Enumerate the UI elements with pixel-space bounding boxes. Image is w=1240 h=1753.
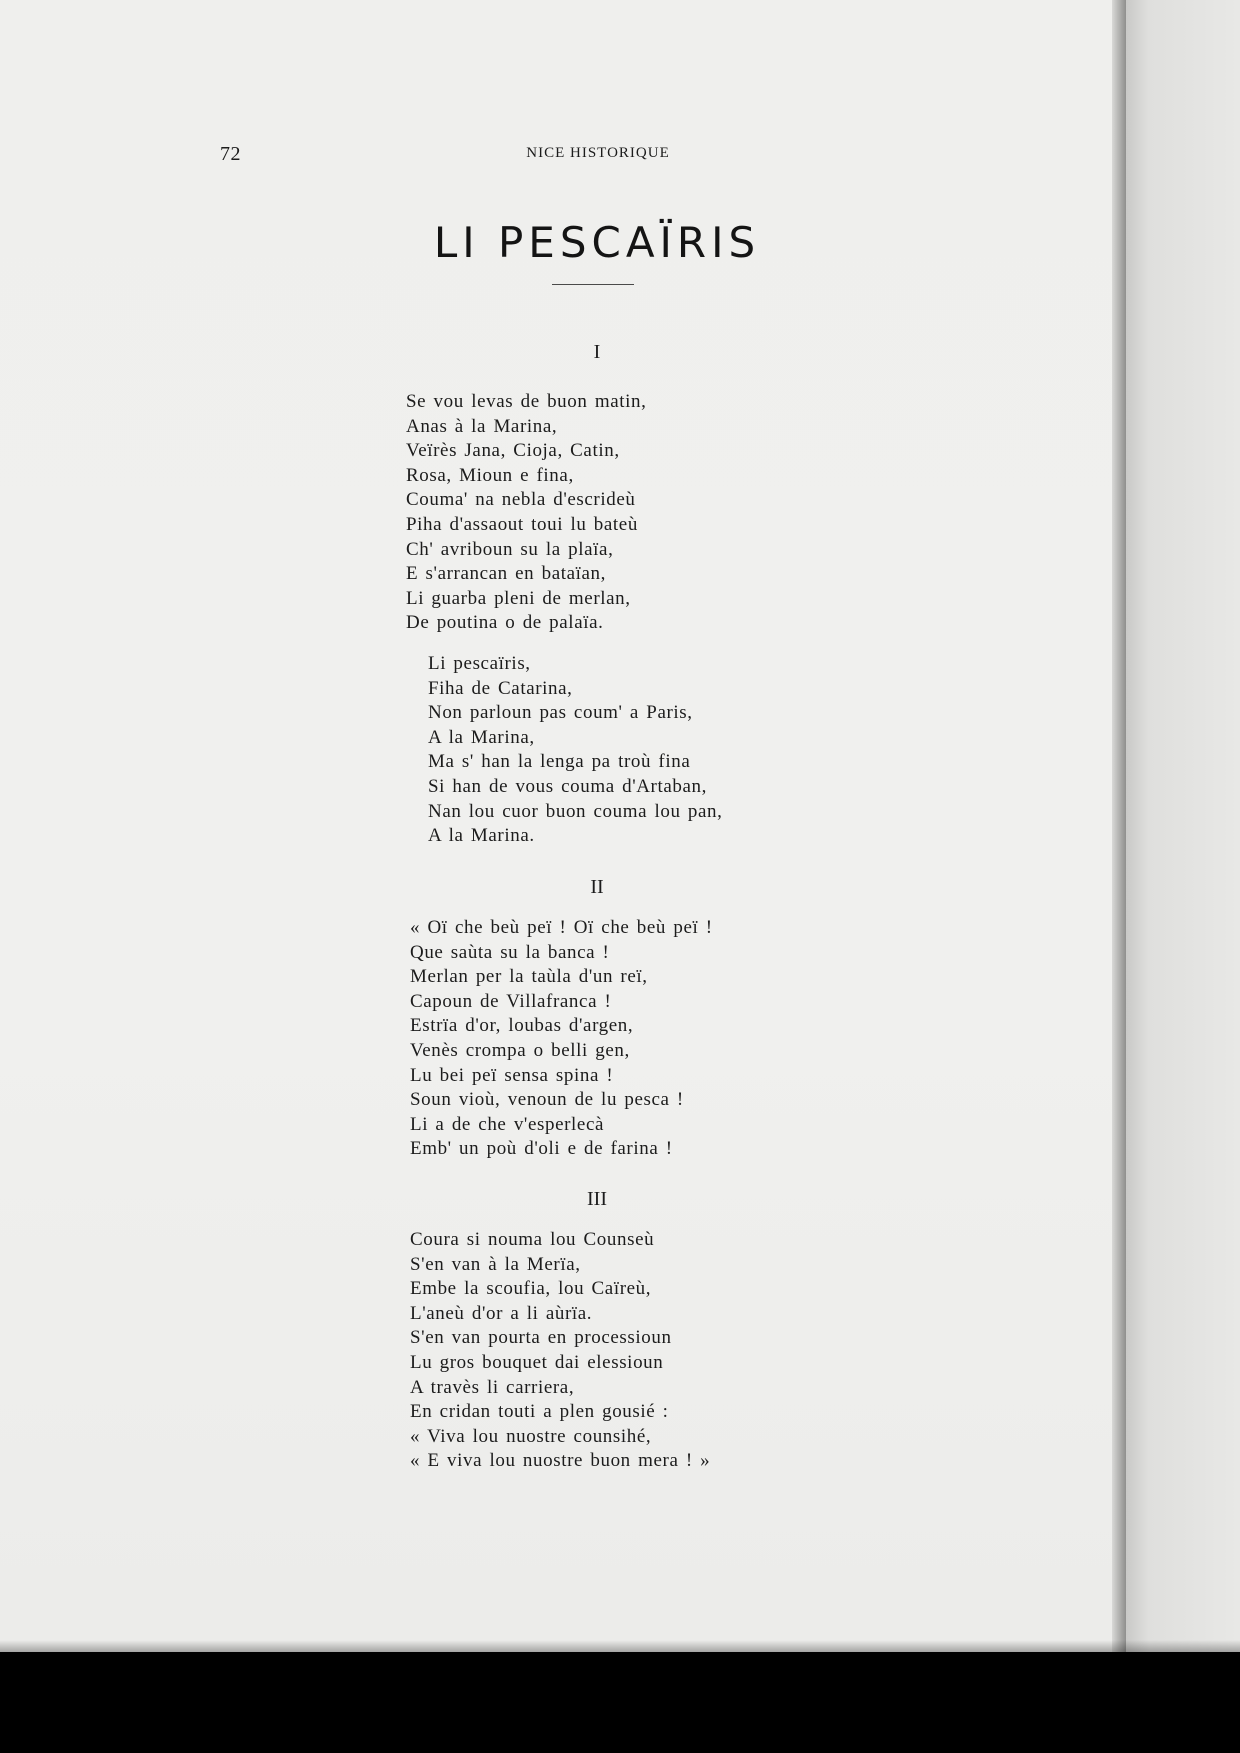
verse-line: Li a de che v'esperlecà [410,1113,605,1135]
stanza-3 [410,1228,710,1474]
verse-line: Anas à la Marina, [406,415,558,437]
verse-line: Li guarba pleni de merlan, [406,587,631,609]
verse-line: L'aneù d'or a li aùrïa. [410,1302,593,1324]
verse-line: Ch' avriboun su la plaïa, [406,538,614,560]
verse-line: « Oï che beù peï ! Oï che beù peï ! [410,917,713,938]
verse-line: Soun vioù, venoun de lu pesca ! [410,1089,684,1111]
verse-line: S'en van à la Merïa, [410,1253,581,1275]
verse-line: Couma' na nebla d'escrideù [406,489,636,511]
verse-line: « E viva lou nuostre buon mera ! » [410,1450,711,1472]
verse-line: Veïrès Jana, Cioja, Catin, [406,440,620,462]
verse-line: Si han de vous couma d'Artaban, [428,775,707,797]
verse-line: Emb' un poù d'oli e de farina ! [410,1138,673,1160]
scan-bottom-shadow [0,1640,1240,1654]
section-numeral-1: I [593,341,601,363]
verse-line: Li pescaïris, [428,653,531,674]
verse-line: A travès li carriera, [410,1376,575,1398]
next-page-margin [1126,0,1240,1652]
verse-line: Merlan per la taùla d'un reï, [410,966,648,988]
verse-line: En cridan touti a plen gousié : [410,1401,669,1423]
section-numeral-2: II [590,876,604,898]
poem-title: LI PESCAÏRIS [433,218,761,267]
stanza-1 [406,390,646,636]
verse-line: Capoun de Villafranca ! [410,990,612,1012]
verse-line: Embe la scoufia, lou Caïreù, [410,1278,652,1300]
verse-line: « Viva lou nuostre counsihé, [410,1425,652,1447]
verse-line: Ma s' han la lenga pa troù fina [428,751,691,773]
verse-line: Se vou levas de buon matin, [406,391,647,412]
verse-line: De poutina o de palaïa. [406,612,604,634]
running-head: NICE HISTORIQUE [526,145,670,161]
verse-line: Venès crompa o belli gen, [410,1039,630,1061]
verse-line: Non parloun pas coum' a Paris, [428,702,693,724]
verse-line: S'en van pourta en processioun [410,1327,672,1349]
verse-line: Nan lou cuor buon couma lou pan, [428,800,723,822]
page-edge [1112,0,1126,1652]
verse-line: Coura si nouma lou Counseù [410,1229,655,1250]
title-rule [552,284,634,285]
verse-line: Rosa, Mioun e fina, [406,464,574,486]
verse-line: Que saùta su la banca ! [410,941,610,963]
verse-line: Lu gros bouquet dai elessioun [410,1351,664,1373]
verse-line: Lu bei peï sensa spina ! [410,1064,614,1086]
verse-line: Fiha de Catarina, [428,677,573,699]
page-number: 72 [220,143,241,165]
stanza-2 [410,916,713,1162]
verse-line: E s'arrancan en bataïan, [406,563,606,585]
section-numeral-3: III [587,1188,607,1210]
refrain [428,652,723,849]
verse-line: A la Marina, [428,726,535,748]
verse-line: Estrïa d'or, loubas d'argen, [410,1015,634,1037]
verse-line: Piha d'assaout toui lu bateù [406,513,638,535]
verse-line: A la Marina. [428,825,535,847]
